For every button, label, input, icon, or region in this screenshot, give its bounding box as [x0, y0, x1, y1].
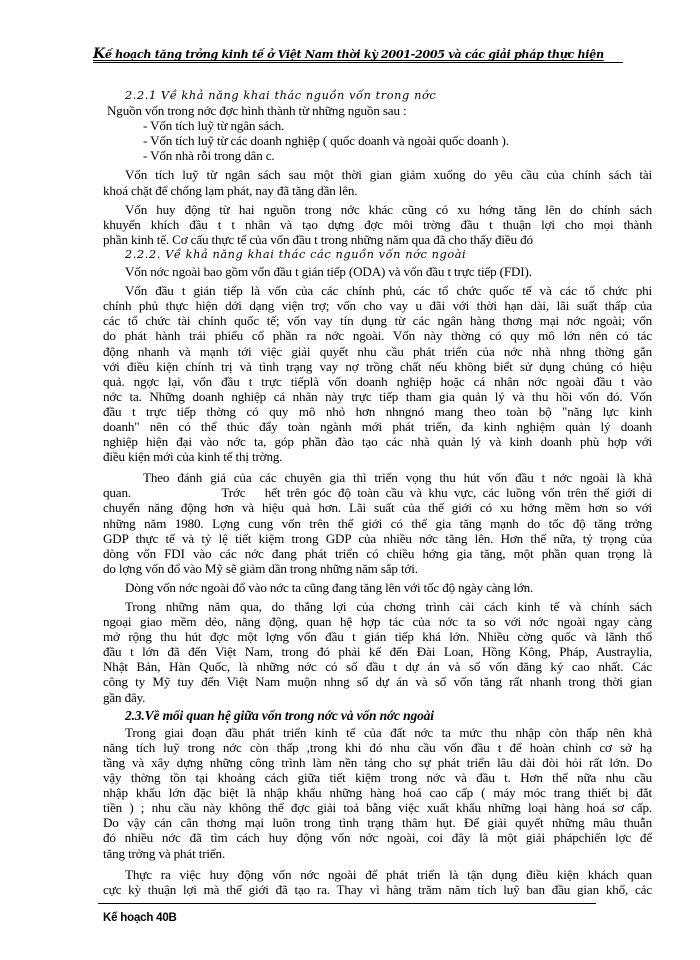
paragraph-line: công ty Mỹ tuy đến Việt Nam muộn nhng số dự án và số vốn tăng rất nhanh trong thời gian	[103, 674, 652, 690]
paragraph-line: đó nhiều nớc đã tìm cách huy động vốn nớc ngoài, coi đây là một giải phápchiến lợc để	[103, 830, 652, 846]
paragraph-line: nớc ta. Những doanh nghiệp cá nhân này trực tiếp tham gia quản lý và thu hồi vốn đó. Vốn	[103, 388, 652, 404]
section-intro: Vốn nớc ngoài bao gồm vốn đầu t gián tiếp (ODA) và vốn đầu t trực tiếp (FDI).	[125, 264, 532, 280]
paragraph-line: mở rộng thu hút đợc một lợng vốn đầu t gián tiếp khá lớn. Nhiều cờng quốc và lãnh thổ	[103, 629, 652, 645]
paragraph-line: nghiệp hiện đại vào nớc ta, góp phần đào tạo các nhà quản lý và kinh doanh phù hợp với	[103, 434, 652, 450]
paragraph-line: Vốn đầu t gián tiếp là vốn của các chính phủ, các tổ chức quốc tế và các tổ chức phi	[125, 283, 652, 299]
paragraph-line: các tổ chức tài chính quốc tế; vốn vay tín dụng từ các ngân hàng thơng mại nớc ngoài; vốn	[103, 313, 652, 329]
bullet-item: - Vốn tích luỹ từ ngân sách.	[143, 118, 285, 134]
paragraph-line: vậy thờng tồn tại khoảng cách giữa tiết kiệm trong nớc và đầu t. Hơn thế nữa nhu cầu	[103, 770, 652, 786]
paragraph-line: tiền ) ; nhu cầu này không thể đợc giải toả bằng việc xuất khẩu những loại hàng hoá sơ cấp.	[103, 800, 652, 816]
paragraph-line: Vốn tích luỹ từ ngân sách sau một thời gian giảm xuống do yêu cầu của chính sách tài	[125, 167, 652, 183]
paragraph-line: GDP thực tế và tỷ lệ tiết kiệm trong GDP của nhiều nớc tăng lên. Hơn thế nữa, tỷ trọng của	[103, 530, 652, 546]
paragraph-line: năng tích luỹ trong nớc còn thấp ,trong khi đó nhu cầu vốn đầu t để hoàn chỉnh cơ sở hạ	[103, 739, 652, 755]
paragraph-line: cực kỳ thuận lợi mà thế giới đã tạo ra. Thay vì hàng trăm năm tích luỹ ban đầu gian khổ, các	[103, 881, 652, 897]
paragraph-line: Theo đánh giá của các chuyên gia thì triển vọng thu hút vốn đầu t nớc ngoài là khả	[143, 470, 652, 486]
document-body	[103, 88, 652, 897]
paragraph-line: chính phủ thực hiện dới dạng viện trợ; vốn cho vay u đãi với thời hạn dài, lãi suất thấp của	[103, 298, 652, 314]
paragraph-line: Trong giai đoạn đầu phát triển kinh tế của đất nớc ta mức thu nhập còn thấp nên khả	[125, 724, 652, 740]
section-heading-2-2-1: 2.2.1 Về khả năng khai thác nguồn vốn trong nớc	[125, 89, 437, 102]
paragraph-line: khoá chặt để chống lạm phát, nay đã tăng dần lên.	[103, 182, 358, 198]
paragraph-line: tầng và xây dựng những công trình làm nền tảng cho sự phát triển lâu dài đòi hỏi rất lớn. Do	[103, 754, 652, 770]
paragraph-line: Nhật Bản, Hàn Quốc, là những nớc có số đầu t dự án và số vốn đăng ký cao nhất. Các	[103, 659, 652, 675]
running-footer: Kế hoạch 40B	[103, 912, 177, 924]
paragraph-line: Thực ra việc huy động vốn nớc ngoài để phát triển là tận dụng điều kiện khách quan	[125, 866, 652, 882]
running-header	[93, 46, 623, 63]
running-header-initial: K	[93, 46, 105, 62]
paragraph-line: ngoại giao mềm dẻo, năng động, quan hệ hợp tác của nớc ta so với nớc ngoài ngay càng	[103, 614, 652, 630]
paragraph-line: những năm 1980. Lợng cung vốn trên thế giới có thể gia tăng mạnh do tốc độ tăng trởng	[103, 515, 652, 531]
paragraph-line: dòng vốn FDI vào các nớc đang phát triển có chiều hớng gia tăng, một phần quan trọng là	[103, 545, 652, 561]
section-heading-2-3: 2.3.Về mối quan hệ giữa vốn trong nớc và vốn nớc ngoài	[125, 707, 434, 723]
paragraph-line: quả. ngợc lại, vốn đầu t trực tiếplà vốn doanh nghiệp hoặc cá nhân nớc ngoài đầu t vào	[103, 373, 652, 389]
section-heading-2-2-2: 2.2.2. Về khả năng khai thác các nguồn vốn nớc ngoài	[125, 247, 467, 261]
running-header-title: ế hoạch tăng trởng kinh tế ở Việt Nam thời kỳ 2001-2005 và các giải pháp thực hiện	[104, 47, 604, 61]
paragraph-line: gần đây.	[103, 689, 146, 705]
paragraph-line: phần kinh tế. Cơ cấu thực tế của vốn đầu t trong những năm qua đã cho thấy điều đó	[103, 231, 533, 247]
paragraph-line: khuyến khích đầu t t nhân và tạo dựng đợc môi trờng đầu t thuận lợi cho mọi thành	[103, 216, 652, 232]
section-intro: Nguồn vốn trong nớc đợc hình thành từ những nguồn sau :	[107, 103, 407, 119]
paragraph-line: do phát hành trái phiếu cổ phần ra nớc ngoài. Vốn này thờng có quy mô lớn nên có tác	[103, 328, 652, 344]
paragraph-line: Trong những năm qua, do thắng lợi của chơng trình cải cách kinh tế và chính sách	[125, 599, 652, 614]
paragraph-line: Vốn huy động từ hai nguồn trong nớc khác cũng có xu hớng tăng lên do chính sách	[125, 201, 652, 217]
paragraph-line: động nhanh và mạnh tới việc giải quyết nhu cầu phát triển của nớc nhà nhng thờng gắn	[103, 343, 652, 359]
paragraph-line: tăng trởng và phát triển.	[103, 845, 226, 861]
paragraph-line: do lợng vốn đổ vào Mỹ sẽ giảm dần trong những năm sắp tới.	[103, 560, 418, 576]
paragraph-line: với điều kiện chính trị và tình trạng vay nợ trồng chất nếu không biết sử dụng chúng có hiệu	[103, 358, 652, 374]
paragraph-line: Do vậy cán cân thơng mại luôn trong tình trạng thâm hụt. Để giải quyết những mâu thuẫn	[103, 815, 652, 831]
paragraph-line: chuyển năng động hơn và hiệu quả hơn. Lãi suất của thế giới có xu hớng mềm hơn so với	[103, 500, 652, 516]
paragraph-line: nhập khẩu lớn đặc biệt là nhập khẩu những hàng hoá cao cấp ( máy móc trang thiết bị đắt	[103, 785, 652, 801]
footer-divider	[98, 903, 596, 904]
paragraph-line: đầu t trực tiếp thờng có quy mô nhỏ hơn nhngnó mang theo toàn bộ "năng lực kinh	[103, 403, 652, 419]
paragraph-line: điều kiện mới của kinh tế thị trờng.	[103, 449, 283, 465]
bullet-item: - Vốn tích luỹ từ các doanh nghiệp ( quốc doanh và ngoài quốc doanh ).	[143, 133, 509, 149]
paragraph-line: đầu t lớn đã đến Việt Nam, trong đó phải kể đến Đài Loan, Hồng Kông, Pháp, Austraylia,	[103, 644, 652, 660]
paragraph-line: quan. Trớc hết trên góc độ toàn cầu và khu vực, các luồng vốn trên thế giới di	[103, 485, 652, 501]
bullet-item: - Vốn nhà rỗi trong dân c.	[143, 148, 275, 164]
paragraph-line: doanh" nên có thể thúc đẩy toàn ngành mới phát triển, đa kinh nghiệm quản lý doanh	[103, 418, 652, 434]
paragraph-line: Dòng vốn nớc ngoài đổ vào nớc ta cũng đang tăng lên với tốc độ ngày càng lớn.	[125, 579, 534, 595]
